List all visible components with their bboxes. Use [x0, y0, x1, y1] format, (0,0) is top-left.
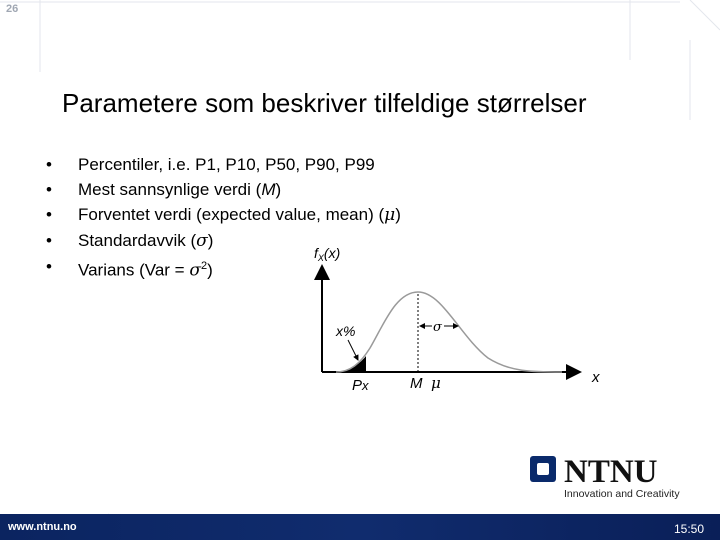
- bullet-text: Forventet verdi (expected value, mean) (: [78, 205, 385, 224]
- percent-label: x%: [336, 323, 356, 339]
- footer-bar: [0, 514, 720, 540]
- bullet-text-end: ): [395, 205, 401, 224]
- footer-time: 15:50: [673, 522, 704, 536]
- slide-title: Parametere som beskriver tilfeldige størrelser: [62, 88, 587, 118]
- mean-label: μ: [431, 374, 441, 392]
- percentile-label: Px: [352, 377, 369, 394]
- bullet-text: Mest sannsynlige verdi (: [78, 180, 262, 199]
- logo-tagline: Innovation and Creativity: [564, 488, 680, 500]
- bullet-text: Percentiler, i.e. P1, P10, P50, P90, P99: [78, 155, 375, 174]
- bullet-dot: •: [46, 180, 52, 199]
- bullet-dot: •: [46, 257, 52, 276]
- slide-number: 26: [6, 3, 19, 15]
- logo-wordmark: NTNU: [564, 454, 658, 490]
- density-curve: [336, 292, 562, 372]
- sigma-label: σ: [433, 320, 442, 335]
- distribution-diagram: [300, 236, 600, 396]
- ntnu-logo: [528, 450, 714, 510]
- bullet-dot: •: [46, 155, 52, 174]
- bullet-text-end: ): [207, 231, 214, 250]
- percent-arrow: [348, 340, 358, 360]
- bullet-text: Varians (Var =: [78, 260, 190, 280]
- mode-label: M: [410, 375, 423, 392]
- bullet-symbol: M: [261, 180, 276, 199]
- bullet-symbol: μ: [384, 205, 396, 225]
- bullet-expected-value: [42, 202, 401, 228]
- x-axis-label: x: [592, 369, 600, 386]
- footer-url[interactable]: www.ntnu.no: [8, 521, 77, 533]
- bullet-most-likely-value: [42, 177, 401, 202]
- bullet-dot: •: [46, 205, 52, 224]
- bullet-dot: •: [46, 231, 52, 250]
- bullet-symbol: σ: [189, 260, 201, 281]
- y-axis-label: $f_X(x)$: [314, 245, 341, 263]
- bullet-symbol: σ: [196, 231, 208, 251]
- bullet-superscript: 2: [200, 260, 208, 272]
- bullet-text-end: ): [207, 260, 213, 280]
- bullet-text: Standardavvik (: [78, 231, 197, 250]
- bullet-percentiles: [42, 152, 401, 177]
- percentile-tail-area: [336, 356, 366, 372]
- bullet-text-end: ): [275, 180, 282, 199]
